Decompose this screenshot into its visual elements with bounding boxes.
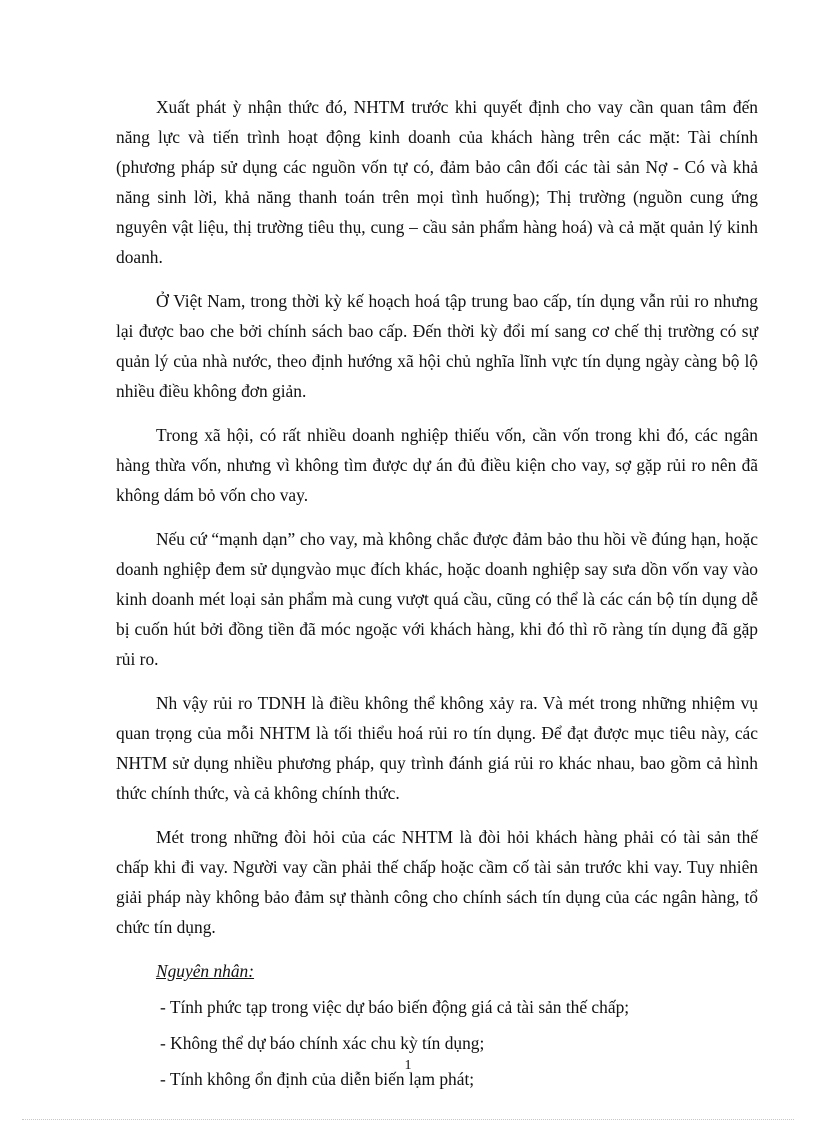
paragraph: Ở Việt Nam, trong thời kỳ kế hoạch hoá tập trung bao cấp, tín dụng vẫn rủi ro nhưng lại được bao che bởi chính sách bao cấp. Đến thời kỳ đổi mí sang cơ chế thị trường có sự quản lý của nhà nước, theo định hướng xã hội chủ nghĩa lĩnh vực tín dụng ngày càng bộ lộ nhiều điều không đơn giản. <box>116 291 758 401</box>
causes-list <box>116 992 758 1094</box>
document-body <box>116 92 758 1100</box>
paragraph: Trong xã hội, có rất nhiều doanh nghiệp thiếu vốn, cần vốn trong khi đó, các ngân hàng thừa vốn, nhưng vì không tìm được dự án đủ điều kiện cho vay, sợ gặp rủi ro nên đã không dám bỏ vốn cho vay. <box>116 425 758 505</box>
causes-heading: Nguyên nhân: <box>156 961 255 981</box>
paragraph: Xuất phát ỳ nhận thức đó, NHTM trước khi quyết định cho vay cần quan tâm đến năng lực và tiến trình hoạt động kinh doanh của khách hàng trên các mặt: Tài chính (phương pháp sử dụng các nguồn vốn tự có, đảm bảo cân đối các tài sản Nợ - Có và khả năng sinh lời, khả năng thanh toán trên mọi tình huống); Thị trường (nguồn cung ứng nguyên vật liệu, thị trường tiêu thụ, cung – cầu sản phẩm hàng hoá) và cả mặt quản lý kinh doanh. <box>116 97 758 267</box>
list-item: - Không thể dự báo chính xác chu kỳ tín dụng; <box>160 1033 485 1053</box>
paragraph: Mét trong những đòi hỏi của các NHTM là đòi hỏi khách hàng phải có tài sản thế chấp khi đi vay. Người vay cần phải thế chấp hoặc cầm cố tài sản trước khi vay. Tuy nhiên giải pháp này không bảo đảm sự thành công cho chính sách tín dụng của các ngân hàng, tổ chức tín dụng. <box>116 827 758 937</box>
page-number: 1 <box>404 1058 412 1073</box>
paragraph: Nếu cứ “mạnh dạn” cho vay, mà không chắc được đảm bảo thu hồi về đúng hạn, hoặc doanh nghiệp đem sử dụngvào mục đích khác, hoặc doanh nghiệp say sưa dồn vốn vay vào kinh doanh mét loại sản phẩm mà cung vượt quá cầu, cũng có thể là các cán bộ tín dụng dễ bị cuốn hút bởi đồng tiền đã móc ngoặc với khách hàng, khi đó thì rõ ràng tín dụng đã gặp rủi ro. <box>116 529 758 669</box>
footer-divider <box>22 1119 794 1120</box>
paragraph: Nh vậy rủi ro TDNH là điều không thể không xảy ra. Và mét trong những nhiệm vụ quan trọng của mỗi NHTM là tối thiểu hoá rủi ro tín dụng. Để đạt được mục tiêu này, các NHTM sử dụng nhiều phương pháp, quy trình đánh giá rủi ro khác nhau, bao gồm cả hình thức chính thức, và cả không chính thức. <box>116 693 758 803</box>
list-item: - Tính không ổn định của diễn biến lạm phát; <box>160 1069 475 1089</box>
list-item: - Tính phức tạp trong việc dự báo biến động giá cả tài sản thế chấp; <box>160 997 630 1017</box>
